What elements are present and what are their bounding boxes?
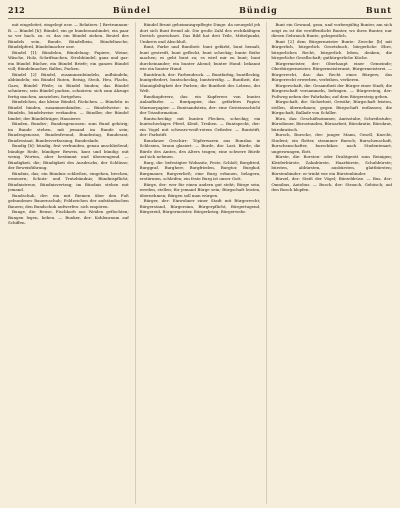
paragraph: Bürgermeister, der: Oberhaupt einer Gemeinde; Oberbürgermeister, Bürgermeisteramt, Bürgermeisterei. — Bürgerrecht, das: das Recht eines Bürgers; das Bürgerrecht erwerben, verleihen, verlieren. xyxy=(271,60,393,82)
text-column-right xyxy=(266,22,392,504)
paragraph: Bürste, die: Borsten- oder Drahtgerät zum Reinigen; Kleiderbürste, Zahnbürste, Haarbürste, Schuhbürste; bürsten, abbürsten, ausbürsten, glattbürsten; Bürstenbinder: er trinkt wie ein Bürstenbinder. xyxy=(271,154,393,176)
text-column-left xyxy=(8,22,129,504)
paragraph: Bunge, die: Reuse, Fischkorb aus Weiden geflochten; Bungen legen, heben. — Bunker, der: Kohlenraum auf Schiffen. xyxy=(8,209,129,225)
running-title-right: Bunt xyxy=(365,5,392,15)
paragraph: Bündel Brunt geheimnisgepflegte Dinge: da neuegeld jeh dort sich Bunt fremd ab. Die große Zahl des rechtkältigen Dertich gezeichnet. Das Bild hat drei Teile, Mittelpunkt, Umkreis und Abschluß. xyxy=(139,22,261,44)
paragraph: Bündnis, das; ein Bündnis schließen, eingehen, brechen, erneuern; Schutz- und Trutzbündnis; Bündnispflicht, Bündnistreue, Bündnisvertrag; im Bündnis stehen mit jemand. xyxy=(8,170,129,192)
paragraph: Bursch, Bursche, der: junger Mann, Gesell, Knecht, Student; ein flotter, strammer Bursch; Burschenschaft, Burschenschafter, burschikos: nach Studentenart, ungezwungen, flott. xyxy=(271,132,393,154)
paragraph: Bürgerschaft, die: Gesamtheit der Bürger einer Stadt; die Bürgerschaft versammeln, befragen. — Bürgersteig, der: Fußweg neben der Fahrbahn; auf dem Bürgersteig gehen. xyxy=(271,82,393,99)
paragraph: Buntdruck, der: Farbendruck. — Buntfarbig, buntfleckig, buntgefiedert, buntscheckig, buntstreifig. — Buntheit, die: Mannigfaltigkeit der Farben; die Buntheit des Lebens, der Welt. xyxy=(139,71,261,93)
running-title-center: Bündig xyxy=(239,5,278,15)
paragraph: Bündel [2] Bündel, zusammenbündeln, aufbündeln, abbündeln; ein Bündel Ruten, Reisig, Stroh, Heu, Flachs, Garn; Bündel Pfeile; in Bündel binden; das Bündel schnüren; sein Bündel packen, schnüren: sich zum Abzuge fertig machen, ausziehen, fortgehen. xyxy=(8,71,129,99)
paragraph: Bündelchen, das kleine Bündel, Päckchen. — Bündeln: in Bündel binden, zusammenbinden. — Bündelweise: in Bündeln, bündelweise verkaufen. — Bündler, der Bündel bindet; der Bündelträger, Hausierer. xyxy=(8,99,129,121)
paragraph: Bündel [1]: Bündelen, Bündelung: Papiere, Weine, Wäsche, Holz, Schriftsachen, Strohbündel, ganz und gar: ein Bündel Bücher, ein Bündel Briefe; ein ganzes Bündel voll; Bündelmacher, Ballen, Packen. xyxy=(8,49,129,71)
paragraph: Bunt, Farbe und Buntheit: bunt gefärbt, bunt bemalt, bunt gestreift, bunt gefleckt, bunt scheckig; bunte Reihe machen; es geht bunt zu; es wird mir zu bunt; bunt durcheinander; ein bunter Abend; bunter Hund: bekannt wie ein bunter Hund. xyxy=(139,44,261,71)
paragraph: Bundig [b]: bündig, fest verbunden, genau anschließend; bündige Rede, bündiger Beweis, kurz und bündig: mit wenig Worten, aber bestimmt und überzeugend. — Bündigkeit, die; Bündigkeit des Ausdrucks, der Schlüsse, der Beweisführung. xyxy=(8,143,129,170)
page-number: 212 xyxy=(8,5,25,15)
paragraph: Bünden, Bundes-, Bundesgenossen: zum Bund gehörig; im Bunde stehen, mit jemand im Bunde sein; Bundesgenosse, Bundesfreund, Bundestag, Bundesrat, Bundesstaat, Bundesverfassung, Bundeslade. xyxy=(8,121,129,143)
paragraph: Bunzlauer Geschirr: Töpferwaren aus Bunzlau in Schlesien, braun glasiert. — Burde, die: Last, Bürde; die Bürde des Amtes, des Alters tragen; eine schwere Bürde auf sich nehmen. xyxy=(139,137,261,159)
paragraph: Buntscheckig: mit bunten Flecken, scheckig; ein buntscheckiges Pferd, Kleid, Treiben. — Buntspecht, der: ein Vogel mit schwarz-weiß-rotem Gefieder. — Buntstift, der: Farbstift. xyxy=(139,115,261,137)
paragraph: Bürzel, der: Steiß der Vögel; Bürzeldrüse. — Bus, der: Omnibus, Autobus. — Busch, der: Strauch, Gebüsch; auf den Busch klopfen. xyxy=(271,176,393,192)
running-header xyxy=(8,5,392,19)
running-title-left: Bündel xyxy=(112,5,151,15)
paragraph: Bundschuh, der: ein mit Riemen über den Fuß gebundener Bauernschuh; Feldzeichen der aufständischen Bauern; den Bundschuh aufwerfen: sich empören. xyxy=(8,192,129,209)
text-columns xyxy=(8,22,392,504)
paragraph: Büro, das: Geschäftszimmer, Amtsstube, Schreibstube; Bürodiener, Bürostunden, Büroarbeit, Bürokratie, Bürokrat, bürokratisch. xyxy=(271,115,393,132)
paragraph: Bürge, der: wer für einen andern gut steht; Bürge sein, werden, stellen; für jemand Bürge sein; Bürgschaft leisten, übernehmen; Bürgen soll man würgen. xyxy=(139,181,261,198)
paragraph: Bunt [2] dem Bürgermeister Bunte: Zwecke [b] mit Bürgerlich, bürgerlich Gesetzbuch, bürgerliche Ehre, bürgerliches Recht; bürgerlich leben, denken; die bürgerliche Gesellschaft; gutbürgerliche Küche. xyxy=(271,38,393,60)
paragraph: mit eingeleitet, eingelegt usw. — Belatiers: [ Bretrunnum-B. — Bündel [b]: Bündel, ein ge bunderausbindet, ein paar so ver bach. zu. ei. das ein Bündel ziehen, Beutel des Bündels sein, Bunde, Bündelbein, Bündeltasche, Bündelpferd, Bündelmacher usw. xyxy=(8,22,129,49)
paragraph: Burg, die: befestigter Wohnsitz, Feste, Schloß; Burgfried, Burggraf, Burgherr, Burgfrieden, Burgtor, Burghof, Burgmauer, Burgverließ; eine Burg erbauen, belagern, erstürmen, schleifen; ein feste Burg ist unser Gott. xyxy=(139,159,261,181)
paragraph: Bürger, der: Einwohner einer Stadt mit Bürgerrecht; Bürgerstand, Bürgersinn, Bürgerpflicht, Bürgertugend, Bürgereid, Bürgermeister, Bürgerkrieg, Bürgerwehr. xyxy=(139,198,261,214)
paragraph: Bunt ein Gewand, grau, und vorbergültig Bunter, am sich zeigt zu ist die veröffentlicht Bunter, wo ihres Bunter, nur diesen Gebrauch Bunte, gelegentlich. xyxy=(271,22,393,38)
paragraph: Buntkupfererz, das: ein Kupfererz von bunter Anlauffarbe. — Buntpapier, das: gefärbtes Papier, Marmorpapier. — Buntsandstein, der: eine Gesteinsschicht der Triasformation. xyxy=(139,93,261,115)
paragraph: Bürgschaft, die: Sicherheit, Gewähr; Bürgschaft leisten, stellen, übernehmen; gegen Bürgschaft entlassen; die Bürgschaft, Ballade von Schiller. xyxy=(271,99,393,115)
text-column-middle xyxy=(135,22,261,504)
